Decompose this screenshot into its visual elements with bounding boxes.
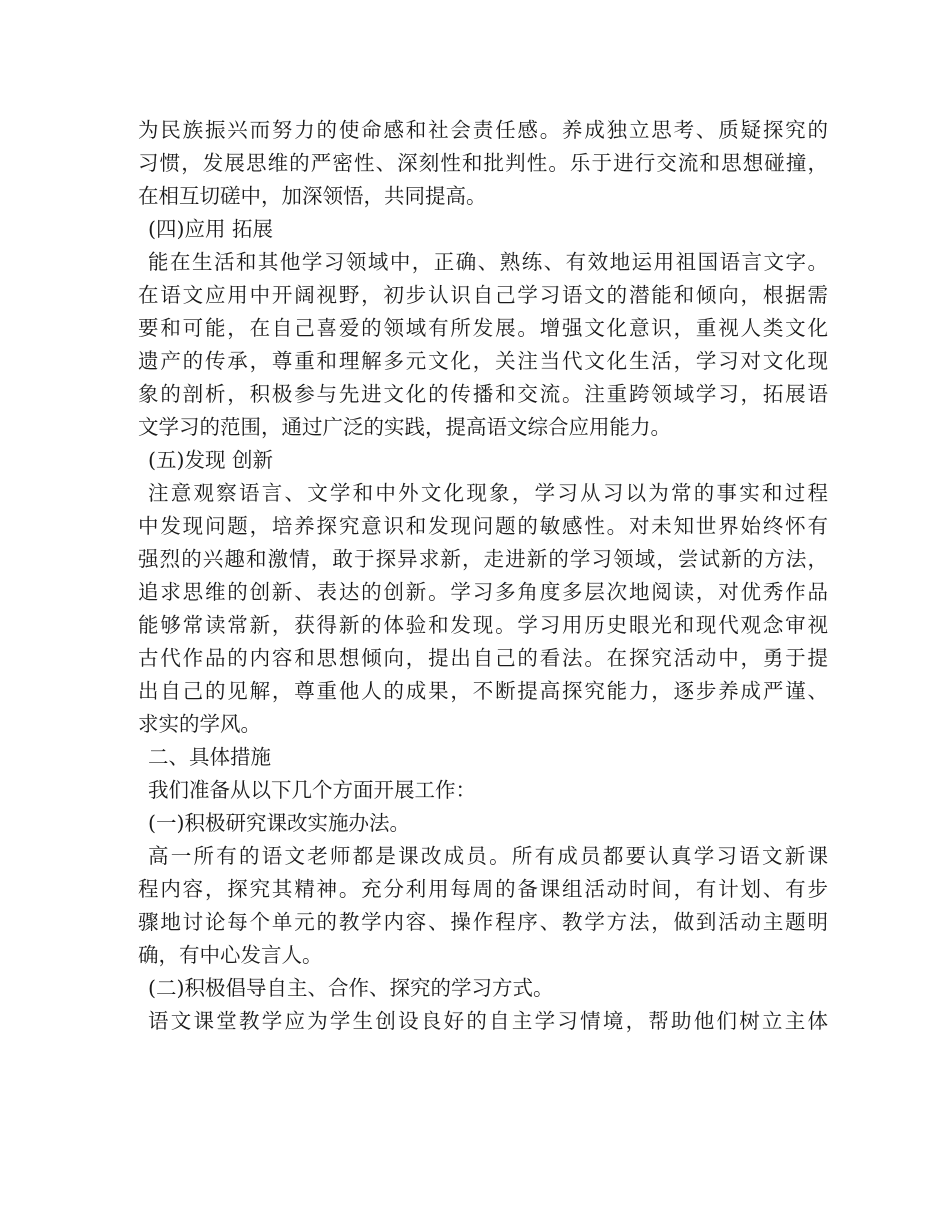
text-line: (二)积极倡导自主、合作、探究的学习方式。 xyxy=(148,976,554,1000)
text-line: (四)应用 拓展 xyxy=(148,217,274,241)
text-line: 象的剖析，积极参与先进文化的传播和交流。注重跨领域学习，拓展语 xyxy=(138,382,828,406)
text-line: 高一所有的语文老师都是课改成员。所有成员都要认真学习语文新课 xyxy=(148,844,828,868)
text-line: (五)发现 创新 xyxy=(148,448,274,472)
text-line: 为民族振兴而努力的使命感和社会责任感。养成独立思考、质疑探究的 xyxy=(138,118,828,142)
text-line: 追求思维的创新、表达的创新。学习多角度多层次地阅读，对优秀作品 xyxy=(138,580,828,604)
text-line: 求实的学风。 xyxy=(138,712,261,736)
text-line: 要和可能，在自己喜爱的领域有所发展。增强文化意识，重视人类文化 xyxy=(138,316,828,340)
text-line: 确，有中心发言人。 xyxy=(138,943,323,967)
text-line: 在语文应用中开阔视野，初步认识自己学习语文的潜能和倾向，根据需 xyxy=(138,283,828,307)
text-line: (一)积极研究课改实施办法。 xyxy=(148,811,410,835)
text-line: 遗产的传承，尊重和理解多元文化，关注当代文化生活，学习对文化现 xyxy=(138,349,828,373)
text-line: 程内容，探究其精神。充分利用每周的备课组活动时间，有计划、有步 xyxy=(138,877,828,901)
text-line: 古代作品的内容和思想倾向，提出自己的看法。在探究活动中，勇于提 xyxy=(138,646,828,670)
text-line: 二、具体措施 xyxy=(148,745,271,769)
text-line: 文学习的范围，通过广泛的实践，提高语文综合应用能力。 xyxy=(138,415,671,439)
text-line: 中发现问题，培养探究意识和发现问题的敏感性。对未知世界始终怀有 xyxy=(138,514,828,538)
document-body xyxy=(138,114,828,1038)
text-line: 强烈的兴趣和激情，敢于探异求新，走进新的学习领域，尝试新的方法， xyxy=(138,547,828,571)
text-line: 习惯，发展思维的严密性、深刻性和批判性。乐于进行交流和思想碰撞， xyxy=(138,151,828,175)
text-line: 语文课堂教学应为学生创设良好的自主学习情境，帮助他们树立主体 xyxy=(148,1009,828,1033)
text-line: 能够常读常新，获得新的体验和发现。学习用历史眼光和现代观念审视 xyxy=(138,613,828,637)
text-line: 我们准备从以下几个方面开展工作： xyxy=(148,778,476,802)
text-line: 骤地讨论每个单元的教学内容、操作程序、教学方法，做到活动主题明 xyxy=(138,910,828,934)
text-line: 出自己的见解，尊重他人的成果，不断提高探究能力，逐步养成严谨、 xyxy=(138,679,828,703)
text-line: 能在生活和其他学习领域中，正确、熟练、有效地运用祖国语言文字。 xyxy=(148,250,828,274)
text-line: 注意观察语言、文学和中外文化现象，学习从习以为常的事实和过程 xyxy=(148,481,828,505)
text-line: 在相互切磋中，加深领悟，共同提高。 xyxy=(138,184,487,208)
